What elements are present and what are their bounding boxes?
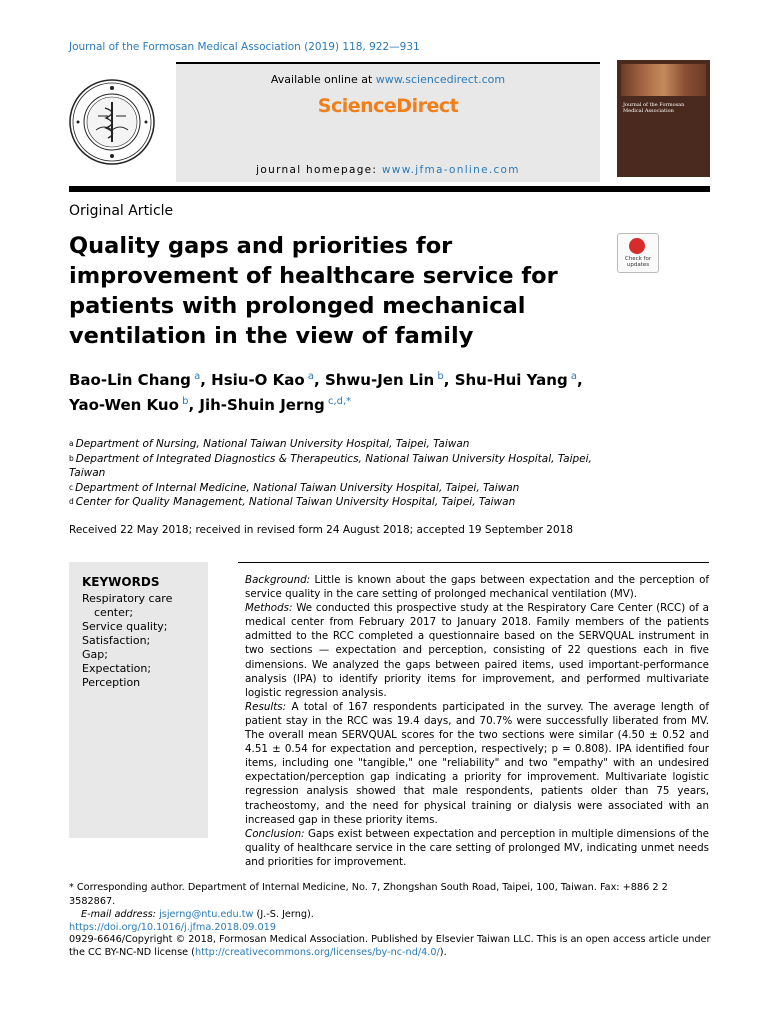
corresponding-address: * Corresponding author. Department of Internal Medicine, No. 7, Zhongshan South Road, Taipei, 100, Taiwan. Fax: +886 2 2 3582867.	[69, 882, 668, 907]
affiliation-label: a	[69, 439, 74, 448]
keyword-item[interactable]: Service quality;	[82, 620, 168, 633]
author-affiliation-marker[interactable]: b	[178, 396, 189, 407]
affiliation-label: b	[69, 453, 74, 463]
abstract	[245, 573, 709, 869]
article-title: Quality gaps and priorities for improvement of healthcare service for patients with prolonged mechanical ventilation in the view of family	[69, 233, 558, 349]
abstract-text: Little is known about the gaps between expectation and the perception of service quality in the care setting of prolonged mechanical ventilation (MV).	[245, 574, 709, 601]
author-name[interactable]: Hsiu-O Kao	[211, 371, 305, 389]
abstract-heading: Results:	[245, 700, 287, 713]
abstract-text: Gaps exist between expectation and perception in multiple dimensions of the quality of healthcare service in the care setting of prolonged MV, indicating unmet needs and priorities for improvement.	[245, 827, 709, 868]
author-separator: ,	[188, 396, 200, 414]
abstract-text: We conducted this prospective study at the Respiratory Care Center (RCC) of a medical center from February 2017 to January 2018. Family members of the patients admitted to the RCC completed a questionnaire based on the SERVQUAL instrument in two sections — expectation and perception, consisting of 22 questions each in five dimensions. We analyzed the gaps between paired items, used important-performance analysis (IPA) to identify priority items for improvement, and performed multivariate logistic regression analysis.	[245, 602, 709, 699]
license-link[interactable]: http://creativecommons.org/licenses/by-nc-nd/4.0/	[194, 946, 440, 958]
check-updates-label: Check for updates	[624, 256, 652, 268]
sciencedirect-wordmark: ScienceDirect	[317, 95, 459, 117]
corresponding-author-note	[69, 881, 709, 922]
affiliation-text: Department of Internal Medicine, National Taiwan University Hospital, Taipei, Taiwan	[75, 481, 520, 494]
affiliation-item	[69, 495, 629, 510]
author-affiliation-marker[interactable]: a	[190, 371, 201, 382]
sciencedirect-banner	[176, 62, 600, 182]
email-link[interactable]: jsjerng@ntu.edu.tw	[159, 909, 254, 920]
author-separator: ,	[577, 371, 583, 389]
affiliation-item	[69, 452, 629, 481]
author-name[interactable]: Bao-Lin Chang	[69, 371, 191, 389]
available-online-label: Available online at	[270, 73, 376, 86]
author-affiliation-marker[interactable]: b	[434, 371, 444, 382]
author-name[interactable]: Shwu-Jen Lin	[324, 371, 435, 389]
author-affiliation-marker[interactable]: a	[567, 371, 578, 382]
homepage-label: journal homepage:	[256, 164, 382, 176]
copyright-notice	[69, 934, 719, 959]
abstract-heading: Conclusion:	[245, 827, 305, 840]
abstract-heading: Methods:	[245, 602, 293, 615]
affiliation-item	[69, 481, 629, 496]
abstract-section	[245, 601, 709, 700]
article-type: Original Article	[69, 203, 174, 219]
affiliation-label: c	[69, 482, 74, 492]
cover-artwork	[621, 64, 706, 96]
copyright-text: 0929-6646/Copyright © 2018, Formosan Medical Association. Published by Elsevier Taiwan LLC. This is an open access article under the CC BY-NC-ND license (	[69, 934, 711, 958]
affiliations	[69, 437, 629, 510]
author-name[interactable]: Yao-Wen Kuo	[69, 396, 179, 414]
author-separator: ,	[314, 371, 325, 389]
email-suffix: (J.-S. Jerng).	[253, 909, 314, 920]
keywords-list	[82, 592, 202, 690]
abstract-section	[245, 827, 709, 869]
author-affiliation-marker[interactable]: a	[304, 371, 315, 382]
author-separator: ,	[200, 371, 212, 389]
journal-cover-image[interactable]	[617, 60, 710, 177]
header-rule	[69, 186, 710, 192]
journal-citation[interactable]: Journal of the Formosan Medical Association (2019) 118, 922—931	[69, 41, 420, 53]
abstract-heading: Background:	[245, 574, 311, 586]
abstract-section	[245, 573, 709, 601]
affiliation-text: Department of Integrated Diagnostics & Therapeutics, National Taiwan University Hospital, Taipei, Taiwan	[69, 452, 592, 479]
cover-title: Journal of the Formosan Medical Association	[623, 102, 685, 114]
affiliation-label: d	[69, 497, 74, 506]
keyword-item[interactable]: Respiratory care center;	[82, 592, 173, 619]
available-online	[176, 73, 600, 86]
abstract-rule	[238, 562, 709, 563]
author-name[interactable]: Shu-Hui Yang	[454, 371, 568, 389]
journal-homepage	[176, 164, 600, 176]
doi-link[interactable]: https://doi.org/10.1016/j.jfma.2018.09.019	[69, 922, 277, 933]
author-name[interactable]: Jih-Shuin Jerng	[199, 396, 325, 414]
keywords-panel	[69, 562, 208, 838]
author-affiliation-marker[interactable]: c,d,*	[324, 396, 352, 407]
check-updates-icon	[629, 238, 645, 254]
abstract-text: A total of 167 respondents participated in the survey. The average length of patient stay in the RCC was 19.4 days, and 70.7% were successfully liberated from MV. The overall mean SERVQUAL scores for the two sections were similar (4.50 ± 0.52 and 4.51 ± 0.54 for expectation and perception, respectively; p = 0.808). IPA identified four items, including one "tangible," one "reliability" and two "empathy" with an undesired expectation/perception gap indicating a priority for improvement. Multivariate logistic regression analysis showed that male respondents, patients older than 75 years, tracheostomy, and the need for physical training or dialysis were associated with an increased gap in these priority items.	[245, 700, 709, 826]
copyright-suffix: ).	[439, 946, 447, 958]
sciencedirect-link[interactable]: www.sciencedirect.com	[375, 73, 506, 86]
received-dates: Received 22 May 2018; received in revised form 24 August 2018; accepted 19 September 2018	[69, 524, 574, 536]
author-separator: ,	[443, 371, 455, 389]
affiliation-item	[69, 437, 629, 452]
homepage-link[interactable]: www.jfma-online.com	[381, 164, 520, 176]
email-label: E-mail address:	[81, 909, 160, 920]
abstract-section	[245, 700, 709, 827]
affiliation-text: Center for Quality Management, National Taiwan University Hospital, Taipei, Taiwan	[75, 496, 516, 508]
keyword-item[interactable]: Satisfaction;	[82, 634, 151, 647]
society-logo	[68, 78, 156, 166]
keyword-item[interactable]: Expectation;	[82, 662, 152, 675]
email-line	[69, 908, 709, 922]
check-for-updates-badge[interactable]	[617, 233, 659, 273]
keyword-item[interactable]: Gap;	[82, 648, 108, 661]
author-list	[69, 366, 669, 416]
keywords-heading: KEYWORDS	[82, 575, 160, 589]
affiliation-text: Department of Nursing, National Taiwan University Hospital, Taipei, Taiwan	[75, 438, 470, 450]
keyword-item[interactable]: Perception	[82, 676, 141, 689]
